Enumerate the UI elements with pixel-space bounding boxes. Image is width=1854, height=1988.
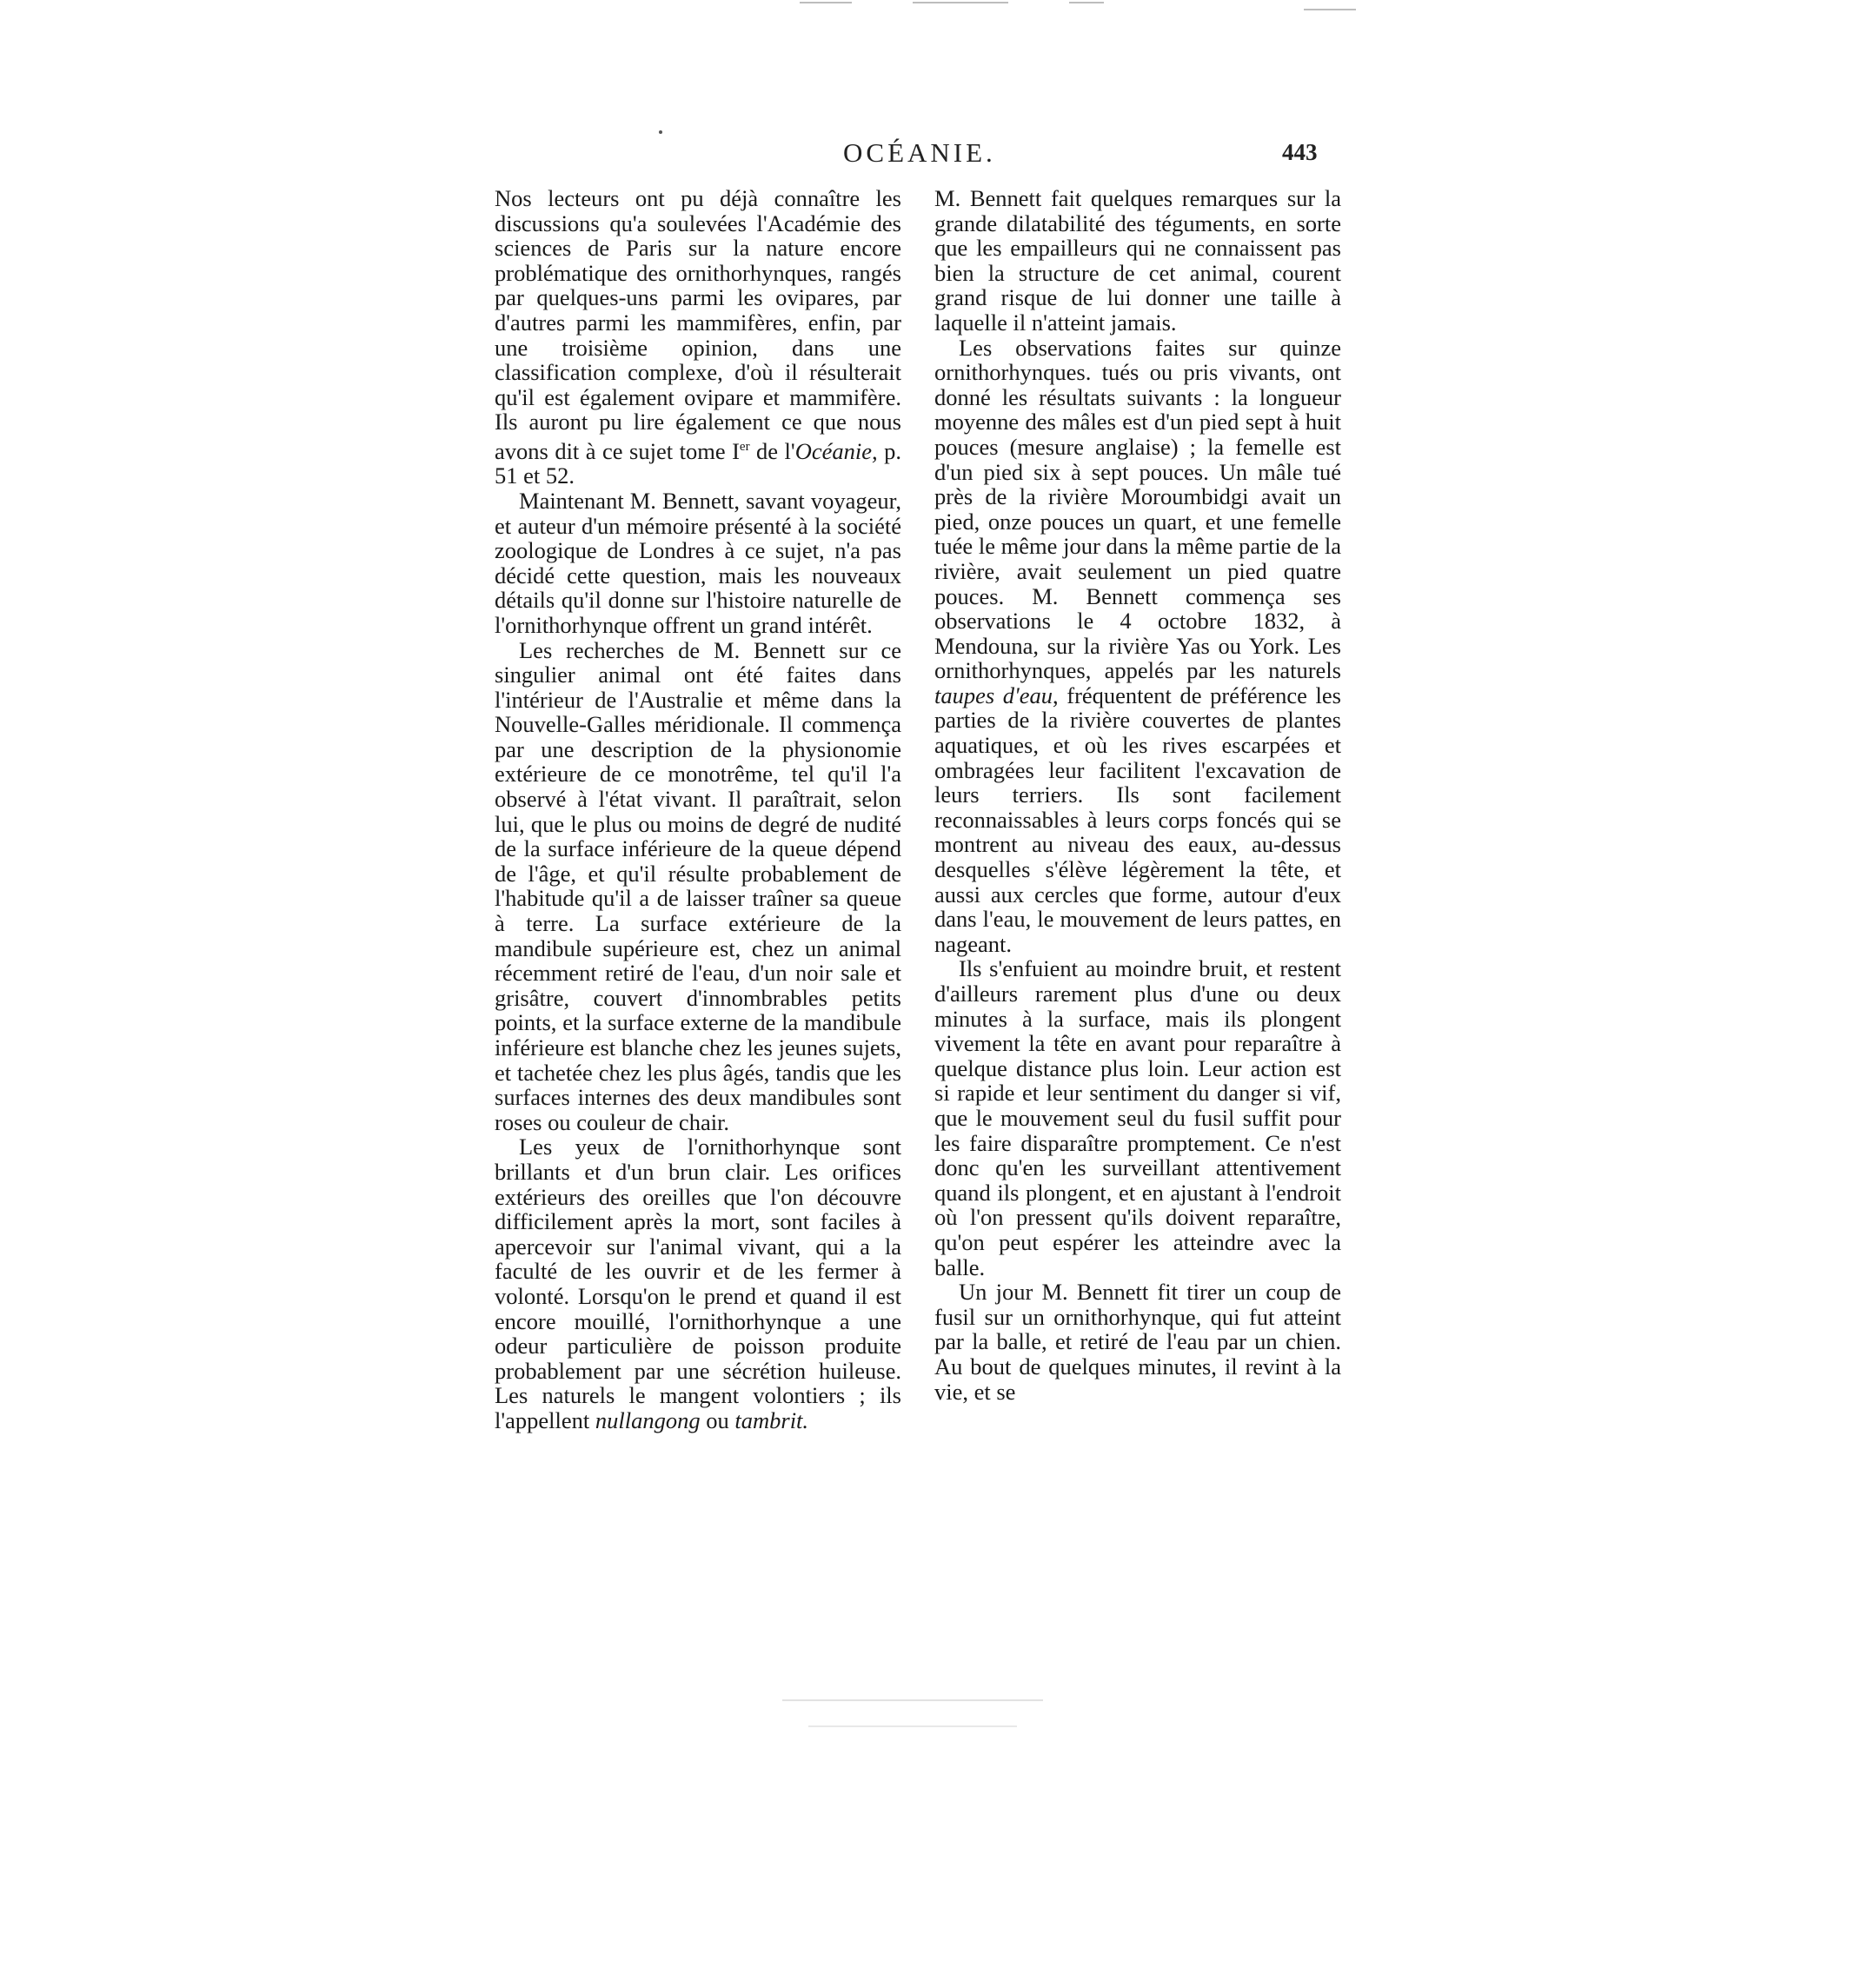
- scan-artifact: [913, 2, 1008, 3]
- scan-artifact: [659, 130, 662, 134]
- right-column: [934, 186, 1341, 1404]
- scan-artifact: [782, 1699, 1043, 1701]
- running-header: OCÉANIE.: [843, 137, 996, 168]
- paragraph: Les recherches de M. Bennett sur ce singulier animal ont été faites dans l'intérieur de l'Australie et même dans la Nouvelle-Galles méridionale. Il commença par une description de la physionomie extérieure de ce monotrême, tel qu'il l'a observé à l'état vivant. Il paraîtrait, selon lui, que le plus ou moins de degré de nudité de la surface inférieure de la queue dépend de l'âge, et qu'il résulte probablement de l'habitude qu'il a de laisser traîner sa queue à terre. La surface extérieure de la mandibule supérieure est, chez un animal récemment retiré de l'eau, d'un noir sale et grisâtre, couvert d'innombrables petits points, et la surface externe de la mandibule inférieure est blanche chez les jeunes sujets, et tachetée chez les plus âgés, tandis que les surfaces internes des deux mandibules sont roses ou couleur de chair.: [495, 636, 901, 1135]
- paragraph: Les observations faites sur quinze ornithorhynques. tués ou pris vivants, ont donné les résultats suivants : la longueur moyenne des mâles est d'un pied sept à huit pouces (mesure anglaise) ; la femelle est d'un pied six à sept pouces. Un mâle tué près de la rivière Moroumbidgi avait un pied, onze pouces un quart, et une femelle tuée le même jour dans la même partie de la rivière, avait seulement un pied quatre pouces. M. Bennett commença ses observations le 4 octobre 1832, à Mendouna, sur la rivière Yas ou York. Les ornithorhynques, appelés par les naturels taupes d'eau, fréquentent de préférence les parties de la rivière couvertes de plantes aquatiques, et où les rives escarpées et ombragées leur facilitent l'excavation de leurs terriers. Ils sont facilement reconnaissables à leurs corps foncés qui se montrent au niveau des eaux, au-dessus desquelles s'élève légèrement la tête, et aussi aux cercles que forme, autour d'eux dans l'eau, le mouvement de leurs pattes, en nageant.: [934, 334, 1341, 957]
- paragraph: Les yeux de l'ornithorhynque sont brillants et d'un brun clair. Les orifices extérieurs des oreilles que l'on découvre difficilement après la mort, sont faciles à apercevoir sur l'animal vivant, qui a la faculté de les ouvrir et de les fermer à volonté. Lorsqu'on le prend et quand il est encore mouillé, l'ornithorhynque a une odeur particulière de poisson produite probablement par une sécrétion huileuse. Les naturels le mangent volontiers ; ils l'appellent nullangong ou tambrit.: [495, 1134, 901, 1433]
- scan-artifact: [1069, 2, 1104, 3]
- left-column: [495, 186, 901, 1433]
- paragraph: Ils s'enfuient au moindre bruit, et restent d'ailleurs rarement plus d'une ou deux minutes à la surface, mais ils plongent vivement la tête en avant pour reparaître à quelque distance plus loin. Leur action est si rapide et leur sentiment du danger si vif, que le mouvement seul du fusil suffit pour les faire disparaître promptement. Ce n'est donc qu'en les surveillant attentivement quand ils plongent, et en ajustant à l'endroit où l'on pressent qu'ils doivent reparaître, qu'on peut espérer les atteindre avec la balle.: [934, 955, 1341, 1280]
- paragraph: M. Bennett fait quelques remarques sur la grande dilatabilité des téguments, en sorte que les empailleurs qui ne connaissent pas bien la structure de cet animal, courent grand risque de lui donner une taille à laquelle il n'atteint jamais.: [934, 185, 1341, 336]
- page-number: 443: [1282, 139, 1318, 165]
- scan-artifact: [808, 1725, 1017, 1727]
- paragraph: Nos lecteurs ont pu déjà connaître les discussions qu'a soulevées l'Académie des sciences de Paris sur la nature encore problématique des ornithorhynques, rangés par quelques-uns parmi les ovipares, par d'autres parmi les mammifères, enfin, par une troisième opinion, dans une classification complexe, d'où il résulterait qu'il est également ovipare et mammifère. Ils auront pu lire également ce que nous avons dit à ce sujet tome Ier de l'Océanie, p. 51 et 52.: [495, 185, 901, 489]
- paragraph: Maintenant M. Bennett, savant voyageur, et auteur d'un mémoire présenté à la société zoologique de Londres à ce sujet, n'a pas décidé cette question, mais les nouveaux détails qu'il donne sur l'histoire naturelle de l'ornithorhynque offrent un grand intérêt.: [495, 487, 901, 638]
- scan-artifact: [1304, 9, 1356, 10]
- scan-artifact: [800, 2, 852, 3]
- paragraph: Un jour M. Bennett fit tirer un coup de fusil sur un ornithorhynque, qui fut atteint par la balle, et retiré de l'eau par un chien. Au bout de quelques minutes, il revint à la vie, et se: [934, 1279, 1341, 1405]
